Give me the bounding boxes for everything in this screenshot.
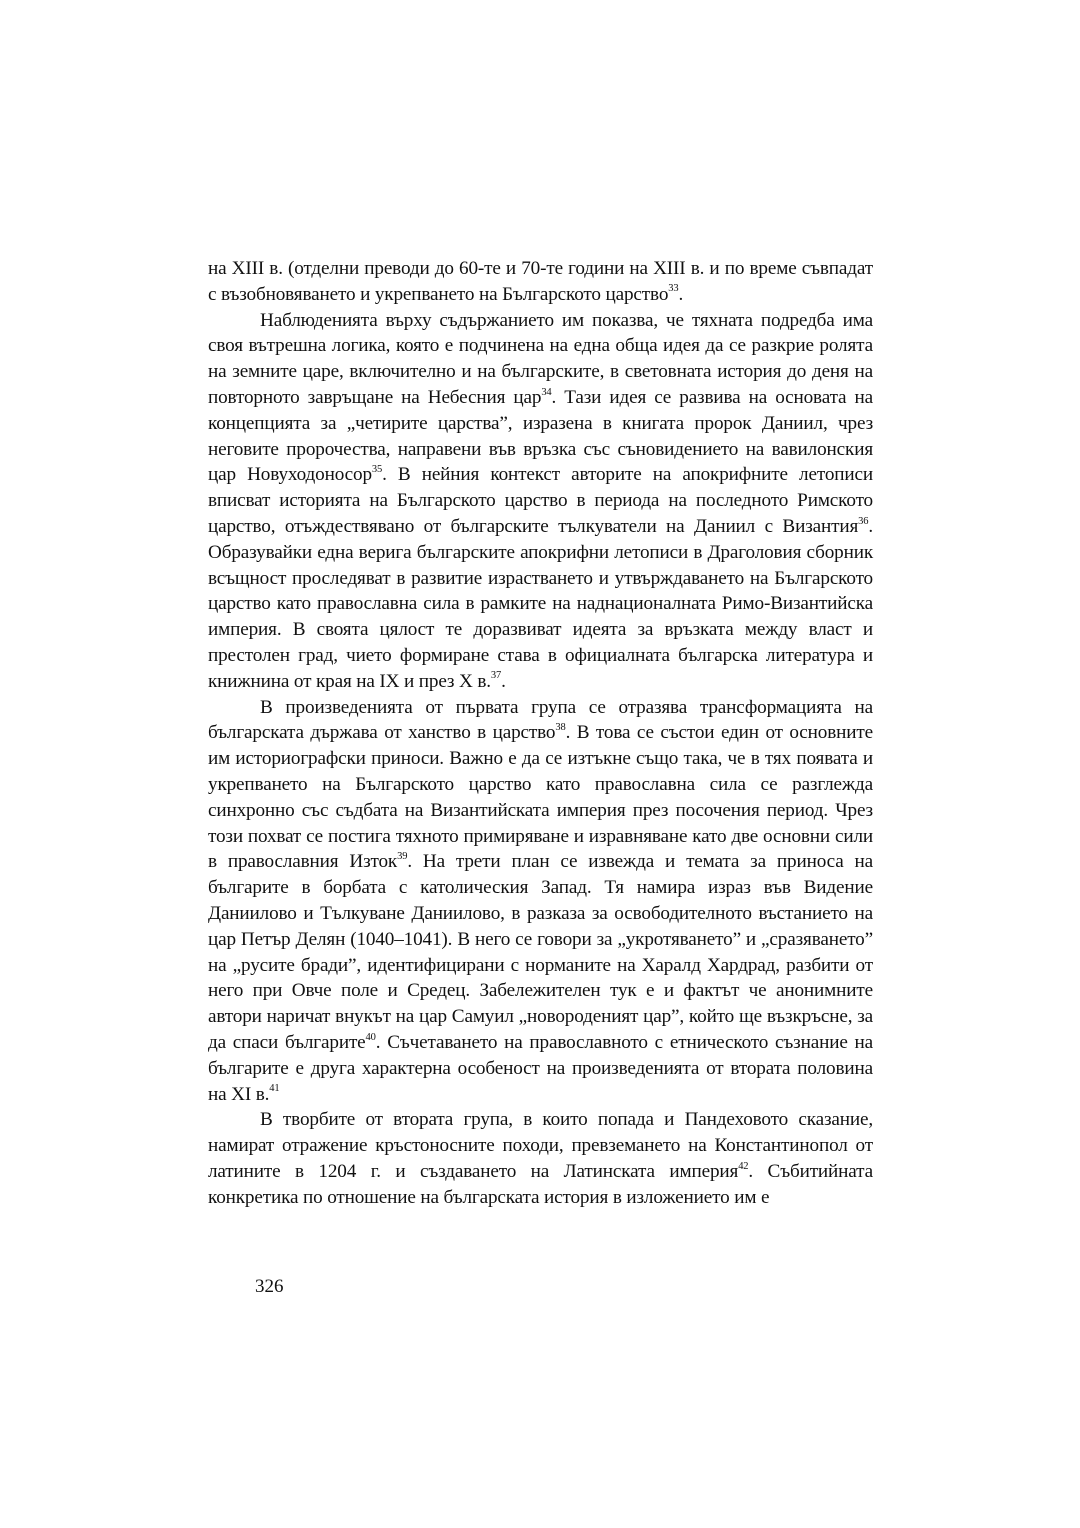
text-run: Наблюденията върху съдържанието им показва, че тяхната подредба има своя вътрешна логика, която е подчинена на една обща идея да се разкрие ролята на земните царе, включително и на българските, в световната история до деня на повторното завръщане на Небесния цар bbox=[208, 309, 873, 408]
footnote-ref: 39 bbox=[397, 850, 408, 862]
footnote-ref: 42 bbox=[738, 1160, 749, 1172]
footnote-ref: 35 bbox=[371, 463, 383, 475]
text-run: . На трети план се извежда и темата за приноса на българите в борбата с католическия Запад. Тя намира израз във Видение Даниилово и Тълкуване Даниилово, в разказа за освободителното въстанието на цар Петър Делян (1040–1041). В него се говори за „укротяването” и „сразяването” на „русите бради”, идентифицирани с норманите на Харалд Хардрад, разбити от него при Овче поле и Средец. Забележителен тук е и фактът че анонимните автори наричат внукът на цар Самуил „новороденият цар”, който ще възкръсне, за да спаси българите bbox=[208, 851, 873, 1053]
text-run: . Тази идея се развива на основата на концепцията за „четирите царства”, изразена в книгата пророк Даниил, чрез неговите пророчества, направени във връзка със съновидението на вавилонския цар Новуходоносор bbox=[208, 386, 873, 486]
body-text bbox=[208, 256, 873, 1210]
footnote-ref: 40 bbox=[365, 1031, 376, 1043]
text-run: . Събитийната конкретика по отношение на българската история в изложението им е bbox=[208, 1160, 873, 1208]
text-run: . В това се състои един от основните им историографски приноси. Важно е да се изтъкне също така, че в тях появата и укрепването на Българското царство като православна сила се разглежда синхронно със съдбата на Византийската империя през посочения период. Чрез този похват се постига тяхното примиряване и изравняване като две основни сили в православния Изток bbox=[208, 722, 873, 873]
page-number: 326 bbox=[255, 1276, 284, 1297]
footnote-ref: 38 bbox=[555, 721, 566, 733]
text-run: . Образувайки една верига българските апокрифни летописи в Драголовия сборник всъщност проследяват в развитие израстването и утвърждаването на Българското царство като православна сила в рамките на наднационалната Римо-Византийска империя. В своята цялост те доразвиват идеята за връзката между власт и престолен град, чието формиране става в официалната българска литература и книжнина от края на IX и през X в. bbox=[208, 515, 873, 692]
paragraph bbox=[208, 695, 873, 1108]
text-run: на XIII в. (отделни преводи до 60-те и 70-те години на XIII в. и по време съвпадат с възобновяването и укрепването на Българското царство bbox=[208, 258, 873, 305]
text-run: . В нейния контекст авторите на апокрифните летописи вписват историята на Българското царство в периода на последното Римското царство, отъждествявано от българските тълкуватели на Даниил с Византия bbox=[208, 464, 873, 537]
footnote-ref: 33 bbox=[668, 283, 679, 295]
text-run: . bbox=[678, 283, 684, 305]
paragraph bbox=[208, 256, 873, 308]
footnote-ref: 36 bbox=[858, 515, 869, 527]
paragraph bbox=[208, 1107, 873, 1210]
paragraph bbox=[208, 308, 873, 695]
text-run: В произведенията от първата група се отразява трансформацията на българската държава от ханство в царство bbox=[208, 696, 873, 744]
footnote-ref: 37 bbox=[490, 670, 502, 682]
text-run: . bbox=[501, 670, 506, 692]
footnote-ref: 41 bbox=[269, 1083, 280, 1095]
text-run: . Съчетаването на православното с етническото съзнание на българите е друга характерна особеност на произведенията от втората половина на XI в. bbox=[208, 1031, 873, 1105]
footnote-ref: 34 bbox=[541, 386, 552, 398]
text-run: В творбите от втората група, в които попада и Пандеховото сказание, намират отражение кръстоносните походи, превземането на Константинопол от латините в 1204 г. и създаването на Латинската империя bbox=[208, 1109, 873, 1182]
